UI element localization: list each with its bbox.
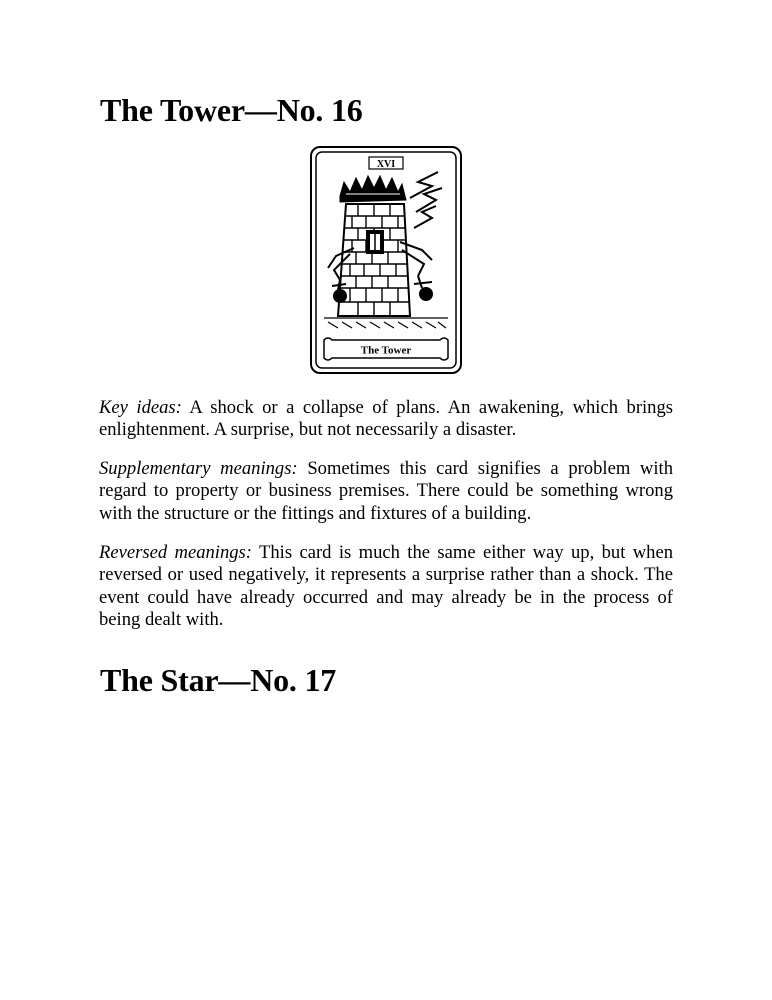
section-title-tower: The Tower—No. 16 [100, 92, 363, 128]
tower-card-illustration [310, 146, 462, 374]
card-numeral: XVI [376, 159, 396, 170]
paragraph-text: This card is much the same either way up, but when reversed or used negatively, it represents a surprise rather than a shock. The event could have already occurred and may already be in the process of being dealt with. [99, 542, 674, 630]
paragraph-label: Reversed meanings: [99, 542, 252, 563]
paragraph-label: Key ideas: [99, 397, 182, 418]
paragraph-reversed-meanings [99, 542, 673, 631]
paragraph-key-ideas [99, 397, 673, 442]
paragraph-text: Sometimes this card signifies a problem with regard to property or business premises. There could be something wrong with the structure or the fittings and fixtures of a building. [99, 458, 673, 524]
paragraph-text: A shock or a collapse of plans. An awakening, which brings enlightenment. A surprise, but not necessarily a disaster. [99, 397, 674, 441]
paragraph-label: Supplementary meanings: [99, 458, 298, 479]
paragraph-supplementary-meanings [99, 458, 673, 525]
card-caption: The Tower [360, 344, 412, 357]
section-title-star: The Star—No. 17 [100, 662, 337, 698]
